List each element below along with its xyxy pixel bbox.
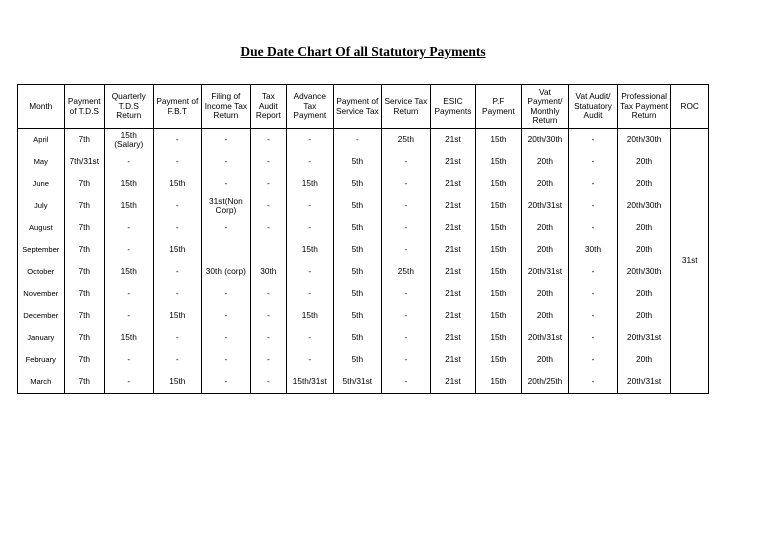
table-cell: - [153, 195, 202, 217]
table-cell: 15th [476, 327, 522, 349]
table-cell: 7th [64, 195, 104, 217]
table-cell: 20th/31st [521, 195, 569, 217]
table-cell: 15th (Salary) [104, 129, 153, 152]
table-row [18, 371, 709, 394]
table-cell: 20th [521, 283, 569, 305]
table-cell: - [250, 349, 286, 371]
table-cell: - [382, 327, 431, 349]
table-cell: 15th [476, 173, 522, 195]
table-cell: 15th [153, 305, 202, 327]
table-cell: 21st [430, 283, 476, 305]
table-cell: - [382, 151, 431, 173]
month-cell: April [18, 129, 65, 152]
table-cell: - [250, 195, 286, 217]
col-service-tax-payment: Payment of Service Tax [333, 85, 382, 129]
table-cell: 20th [617, 349, 671, 371]
table-cell: 5th [333, 261, 382, 283]
table-cell: 15th [476, 239, 522, 261]
table-cell: 20th [521, 151, 569, 173]
table-cell: 7th [64, 261, 104, 283]
table-cell: - [153, 217, 202, 239]
table-cell: - [287, 151, 334, 173]
table-cell: 7th [64, 173, 104, 195]
table-cell: - [333, 129, 382, 152]
table-row [18, 261, 709, 283]
table-cell: 20th/31st [617, 327, 671, 349]
table-cell: - [153, 327, 202, 349]
table-cell: 20th [521, 239, 569, 261]
table-cell: 21st [430, 239, 476, 261]
table-cell: - [153, 261, 202, 283]
table-cell: - [250, 217, 286, 239]
table-cell: - [287, 283, 334, 305]
table-cell: 20th/30th [521, 129, 569, 152]
table-cell: - [104, 239, 153, 261]
table-cell: 5th [333, 239, 382, 261]
table-cell: 5th [333, 349, 382, 371]
col-professional-tax: Professional Tax Payment Return [617, 85, 671, 129]
table-cell: - [569, 129, 618, 152]
table-row [18, 195, 709, 217]
table-row [18, 217, 709, 239]
table-cell: 21st [430, 151, 476, 173]
table-row [18, 173, 709, 195]
table-row [18, 129, 709, 152]
table-cell: 21st [430, 327, 476, 349]
table-cell: 20th [521, 305, 569, 327]
table-cell: - [104, 349, 153, 371]
month-cell: September [18, 239, 65, 261]
table-cell: - [202, 173, 251, 195]
month-cell: February [18, 349, 65, 371]
month-cell: June [18, 173, 65, 195]
table-cell: - [202, 305, 251, 327]
table-cell: 30th [250, 261, 286, 283]
table-cell: - [104, 217, 153, 239]
table-cell: - [250, 327, 286, 349]
col-fbt-payment: Payment of F.B.T [153, 85, 202, 129]
table-cell: 21st [430, 371, 476, 394]
table-cell: 15th/31st [287, 371, 334, 394]
month-cell: July [18, 195, 65, 217]
table-cell: - [382, 283, 431, 305]
table-cell [202, 239, 251, 261]
col-vat-audit: Vat Audit/ Statuatory Audit [569, 85, 618, 129]
table-cell: - [569, 261, 618, 283]
table-cell: 21st [430, 195, 476, 217]
table-row [18, 283, 709, 305]
month-cell: May [18, 151, 65, 173]
table-cell: 20th [617, 239, 671, 261]
table-cell: 7th/31st [64, 151, 104, 173]
month-cell: November [18, 283, 65, 305]
table-cell: 5th [333, 151, 382, 173]
table-cell: - [250, 173, 286, 195]
table-cell: 20th [617, 305, 671, 327]
table-cell: - [202, 371, 251, 394]
table-body [18, 129, 709, 394]
table-cell: - [569, 283, 618, 305]
table-cell: - [569, 151, 618, 173]
table-cell: 25th [382, 261, 431, 283]
table-row [18, 349, 709, 371]
table-cell: 15th [104, 327, 153, 349]
table-cell: 20th [617, 173, 671, 195]
table-cell: 7th [64, 283, 104, 305]
table-cell: - [250, 129, 286, 152]
table-row [18, 239, 709, 261]
table-cell: 15th [476, 283, 522, 305]
table-cell: 5th [333, 327, 382, 349]
table-cell: - [287, 349, 334, 371]
table-cell: - [382, 349, 431, 371]
table-cell: - [569, 195, 618, 217]
table-cell: - [382, 371, 431, 394]
table-cell: - [202, 349, 251, 371]
table-cell: 21st [430, 217, 476, 239]
table-cell: - [382, 195, 431, 217]
table-row [18, 327, 709, 349]
table-cell: 20th/30th [617, 261, 671, 283]
month-cell: October [18, 261, 65, 283]
table-cell: - [287, 327, 334, 349]
table-cell: 20th/30th [617, 129, 671, 152]
col-tax-audit-report: Tax Audit Report [250, 85, 286, 129]
table-cell: 21st [430, 129, 476, 152]
table-cell: 21st [430, 305, 476, 327]
table-cell: 15th [287, 305, 334, 327]
month-cell: August [18, 217, 65, 239]
table-cell: 15th [104, 195, 153, 217]
table-cell: 15th [476, 195, 522, 217]
table-cell: 7th [64, 217, 104, 239]
table-row [18, 305, 709, 327]
table-row [18, 151, 709, 173]
table-cell: - [250, 371, 286, 394]
table-cell: 21st [430, 173, 476, 195]
table-cell: 7th [64, 129, 104, 152]
table-cell: 21st [430, 349, 476, 371]
table-cell: 5th [333, 305, 382, 327]
table-cell: 7th [64, 349, 104, 371]
month-cell: January [18, 327, 65, 349]
table-cell: - [104, 283, 153, 305]
table-cell: 20th [521, 173, 569, 195]
table-cell: - [202, 217, 251, 239]
table-cell: - [202, 283, 251, 305]
table-cell: 20th [617, 151, 671, 173]
col-tds-payment: Payment of T.D.S [64, 85, 104, 129]
table-cell: - [104, 151, 153, 173]
table-cell: - [287, 195, 334, 217]
roc-cell: 31st [671, 129, 709, 394]
table-cell: 20th/31st [521, 261, 569, 283]
table-cell: - [250, 151, 286, 173]
table-cell: - [153, 283, 202, 305]
table-cell: - [250, 305, 286, 327]
col-esic: ESIC Payments [430, 85, 476, 129]
table-cell: - [153, 129, 202, 152]
table-cell: - [569, 305, 618, 327]
page-title: Due Date Chart Of all Statutory Payments [240, 44, 486, 59]
table-cell: - [569, 217, 618, 239]
table-cell: 7th [64, 327, 104, 349]
table-cell: 15th [153, 371, 202, 394]
table-cell: 15th [476, 151, 522, 173]
table-cell: - [104, 371, 153, 394]
table-cell: - [382, 305, 431, 327]
header-row [18, 85, 709, 129]
table-cell: 30th [569, 239, 618, 261]
col-vat-payment: Vat Payment/ Monthly Return [521, 85, 569, 129]
table-cell: - [153, 151, 202, 173]
table-cell: - [202, 327, 251, 349]
table-cell: 15th [476, 129, 522, 152]
table-cell: - [250, 283, 286, 305]
table-cell: 15th [287, 173, 334, 195]
col-pf: P.F Payment [476, 85, 522, 129]
table-cell: 5th [333, 283, 382, 305]
table-cell: - [153, 349, 202, 371]
table-cell: - [287, 217, 334, 239]
table-cell: 20th [617, 217, 671, 239]
col-income-tax-return: Filing of Income Tax Return [202, 85, 251, 129]
table-cell: 21st [430, 261, 476, 283]
table-cell: - [569, 371, 618, 394]
col-roc: ROC [671, 85, 709, 129]
table-cell: 15th [104, 173, 153, 195]
table-cell: - [569, 327, 618, 349]
table-cell: - [569, 173, 618, 195]
table-cell: 7th [64, 239, 104, 261]
table-cell: 20th/30th [617, 195, 671, 217]
table-cell: - [382, 239, 431, 261]
table-cell: - [382, 217, 431, 239]
table-cell: 15th [104, 261, 153, 283]
table-cell: 7th [64, 371, 104, 394]
month-cell: March [18, 371, 65, 394]
due-date-table [17, 84, 709, 394]
table-cell: 20th [521, 217, 569, 239]
col-service-tax-return: Service Tax Return [382, 85, 431, 129]
table-cell: 5th [333, 217, 382, 239]
table-cell: 5th [333, 195, 382, 217]
table-cell: - [382, 173, 431, 195]
table-cell: 15th [153, 239, 202, 261]
table-cell: 25th [382, 129, 431, 152]
table-cell: - [287, 129, 334, 152]
table-cell [250, 239, 286, 261]
table-cell: - [287, 261, 334, 283]
table-cell: 15th [153, 173, 202, 195]
table-cell: 15th [476, 349, 522, 371]
table-cell: 20th [617, 283, 671, 305]
table-cell: 5th/31st [333, 371, 382, 394]
table-cell: 20th/31st [617, 371, 671, 394]
table-cell: - [202, 151, 251, 173]
table-cell: 15th [476, 305, 522, 327]
table-cell: 20th [521, 349, 569, 371]
col-month: Month [18, 85, 65, 129]
table-cell: 7th [64, 305, 104, 327]
table-cell: 31st(Non Corp) [202, 195, 251, 217]
table-cell: - [104, 305, 153, 327]
table-cell: 15th [476, 217, 522, 239]
table-cell: 20th/25th [521, 371, 569, 394]
table-cell: - [569, 349, 618, 371]
table-cell: - [202, 129, 251, 152]
col-advance-tax: Advance Tax Payment [287, 85, 334, 129]
table-cell: 15th [476, 371, 522, 394]
table-cell: 15th [287, 239, 334, 261]
month-cell: December [18, 305, 65, 327]
table-cell: 20th/31st [521, 327, 569, 349]
table-cell: 5th [333, 173, 382, 195]
table-cell: 30th (corp) [202, 261, 251, 283]
col-tds-return: Quarterly T.D.S Return [104, 85, 153, 129]
table-cell: 15th [476, 261, 522, 283]
